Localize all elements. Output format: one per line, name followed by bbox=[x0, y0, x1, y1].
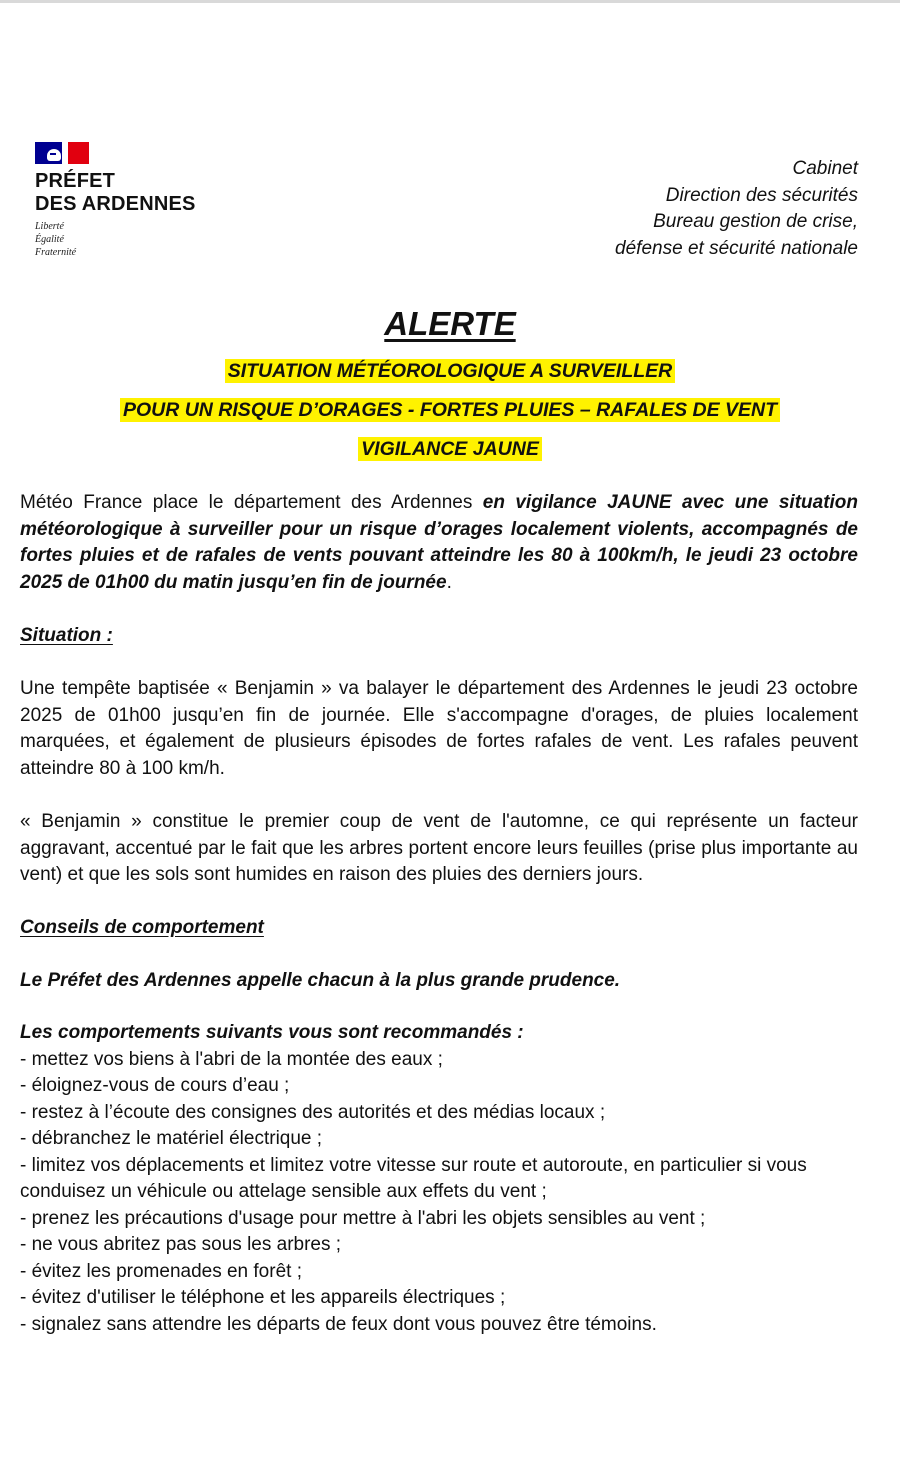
list-item: - ne vous abritez pas sous les arbres ; bbox=[20, 1234, 342, 1255]
situation-paragraph: « Benjamin » constitue le premier coup de vent de l'automne, ce qui représente un facteur aggravant, accentué par le fait que les arbres portent encore leurs feuilles (prise plus importante au vent) et que les sols sont humides en raison des pluies des derniers jours. bbox=[20, 811, 858, 885]
republic-motto: Liberté Égalité Fraternité bbox=[35, 221, 77, 258]
list-item: - prenez les précautions d'usage pour mettre à l'abri les objets sensibles au vent ; bbox=[20, 1207, 706, 1229]
vigilance-level: VIGILANCE JAUNE bbox=[0, 435, 900, 463]
office-line: Direction des sécurités bbox=[665, 184, 858, 206]
list-item: - évitez d'utiliser le téléphone et les appareils électriques ; bbox=[20, 1287, 506, 1308]
prefecture-logo bbox=[35, 142, 235, 259]
logo-title: PRÉFET DES ARDENNES bbox=[35, 170, 196, 215]
list-item: - restez à l’écoute des consignes des autorités et des médias locaux ; bbox=[20, 1101, 606, 1123]
alert-subtitle: POUR UN RISQUE D’ORAGES - FORTES PLUIES – RAFALES DE VENT bbox=[0, 396, 900, 424]
office-line: Bureau gestion de crise, bbox=[653, 211, 858, 232]
alert-subtitle: SITUATION MÉTÉOROLOGIQUE A SURVEILLER bbox=[0, 357, 900, 385]
intro-paragraph: Météo France place le département des Ardennes en vigilance JAUNE avec une situation météorologique à surveiller pour un risque d’orages localement violents, accompagnés de fortes pluies et de rafales de vents pouvant atteindre les 80 à 100km/h, le jeudi 23 octobre 2025 de 01h00 du matin jusqu’en fin de journée. bbox=[20, 492, 859, 593]
issuing-office bbox=[615, 156, 858, 262]
list-item: - mettez vos biens à l'abri de la montée des eaux ; bbox=[20, 1048, 443, 1070]
prefect-appeal: Le Préfet des Ardennes appelle chacun à la plus grande prudence. bbox=[20, 970, 621, 991]
office-line: Cabinet bbox=[792, 158, 858, 179]
alert-title: ALERTE bbox=[384, 305, 516, 342]
list-item: - signalez sans attendre les départs de feux dont vous pouvez être témoins. bbox=[20, 1313, 657, 1335]
marianne-flag-icon bbox=[35, 142, 89, 164]
top-divider bbox=[0, 0, 900, 3]
list-item: - limitez vos déplacements et limitez votre vitesse sur route et autoroute, en particulier si vous conduisez un véhicule ou attelage sensible aux effets du vent ; bbox=[20, 1154, 807, 1202]
list-item: - évitez les promenades en forêt ; bbox=[20, 1260, 302, 1282]
situation-paragraph: Une tempête baptisée « Benjamin » va balayer le département des Ardennes le jeudi 23 octobre 2025 de 01h00 jusqu’en fin de journée. Elle s'accompagne d'orages, de pluies localement marquées, et également de plusieurs épisodes de fortes rafales de vent. Les rafales peuvent atteindre 80 à 100 km/h. bbox=[20, 678, 858, 779]
advice-list-block bbox=[20, 1020, 858, 1338]
situation-heading: Situation : bbox=[20, 625, 113, 646]
list-item: - débranchez le matériel électrique ; bbox=[20, 1128, 323, 1149]
list-item: - éloignez-vous de cours d’eau ; bbox=[20, 1075, 290, 1096]
advice-list bbox=[20, 1047, 858, 1339]
office-line: défense et sécurité nationale bbox=[615, 237, 858, 259]
advice-list-intro: Les comportements suivants vous sont recommandés : bbox=[20, 1022, 524, 1043]
advice-heading: Conseils de comportement bbox=[20, 917, 264, 938]
